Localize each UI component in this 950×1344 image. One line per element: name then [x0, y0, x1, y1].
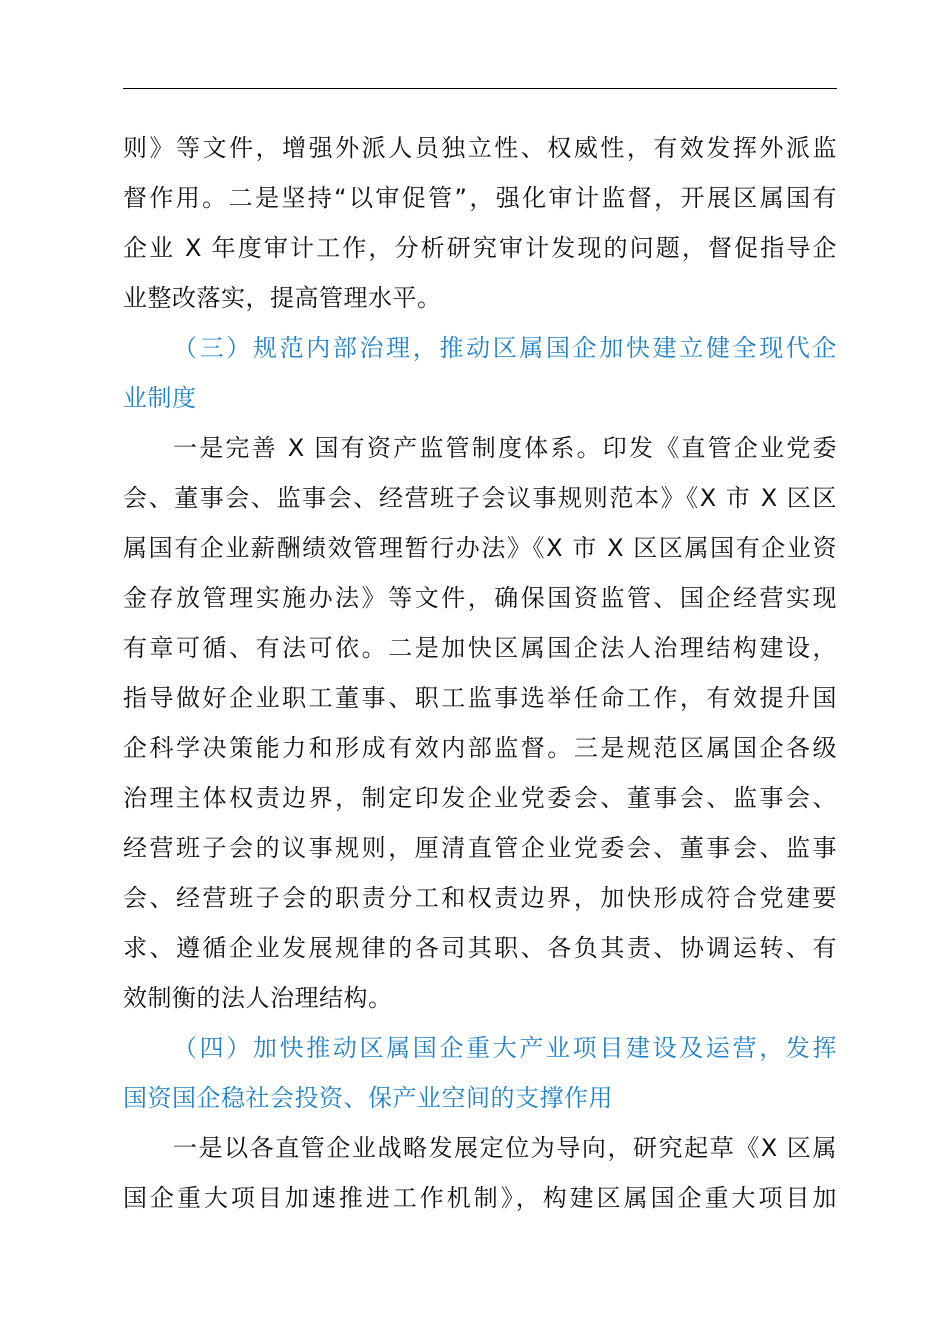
text-line: 国资国企稳社会投资、保产业空间的支撑作用	[123, 1084, 613, 1112]
text-line: 会、经营班子会的职责分工和权责边界，加快形成符合党建要	[123, 884, 837, 912]
text-line: 有章可循、有法可依。二是加快区属国企法人治理结构建设，	[123, 634, 837, 662]
body-paragraph	[123, 1123, 837, 1223]
text-line: （四）加快推动区属国企重大产业项目建设及运营，发挥	[173, 1034, 837, 1062]
body-paragraph	[123, 423, 837, 1023]
document-body	[123, 123, 837, 1223]
text-line: 企科学决策能力和形成有效内部监督。三是规范区属国企各级	[123, 734, 837, 762]
text-line: 一是完善 X 国有资产监管制度体系。印发《直管企业党委	[173, 434, 837, 462]
text-line: 会、董事会、监事会、经营班子会议事规则范本》《X 市 X 区区	[123, 484, 837, 512]
header-rule	[123, 88, 837, 89]
text-line: 则》等文件，增强外派人员独立性、权威性，有效发挥外派监	[123, 134, 837, 162]
text-line: 企业 X 年度审计工作，分析研究审计发现的问题，督促指导企	[123, 234, 837, 262]
text-line: 业整改落实，提高管理水平。	[123, 284, 442, 312]
section-heading	[123, 323, 837, 423]
text-line: 指导做好企业职工董事、职工监事选举任命工作，有效提升国	[123, 684, 837, 712]
text-line: 治理主体权责边界，制定印发企业党委会、董事会、监事会、	[123, 784, 837, 812]
text-line: 一是以各直管企业战略发展定位为导向，研究起草《X 区属	[173, 1134, 837, 1162]
text-line: 求、遵循企业发展规律的各司其职、各负其责、协调运转、有	[123, 934, 837, 962]
text-line: 国企重大项目加速推进工作机制》，构建区属国企重大项目加	[123, 1184, 837, 1212]
body-paragraph	[123, 123, 837, 323]
text-line: 属国有企业薪酬绩效管理暂行办法》《X 市 X 区区属国有企业资	[123, 534, 837, 562]
text-line: 督作用。二是坚持“以审促管”，强化审计监督，开展区属国有	[123, 184, 837, 212]
text-line: 经营班子会的议事规则，厘清直管企业党委会、董事会、监事	[123, 834, 837, 862]
text-line: （三）规范内部治理，推动区属国企加快建立健全现代企	[173, 334, 837, 362]
text-line: 业制度	[123, 384, 197, 412]
section-heading	[123, 1023, 837, 1123]
text-line: 效制衡的法人治理结构。	[123, 984, 393, 1012]
text-line: 金存放管理实施办法》等文件，确保国资监管、国企经营实现	[123, 584, 837, 612]
